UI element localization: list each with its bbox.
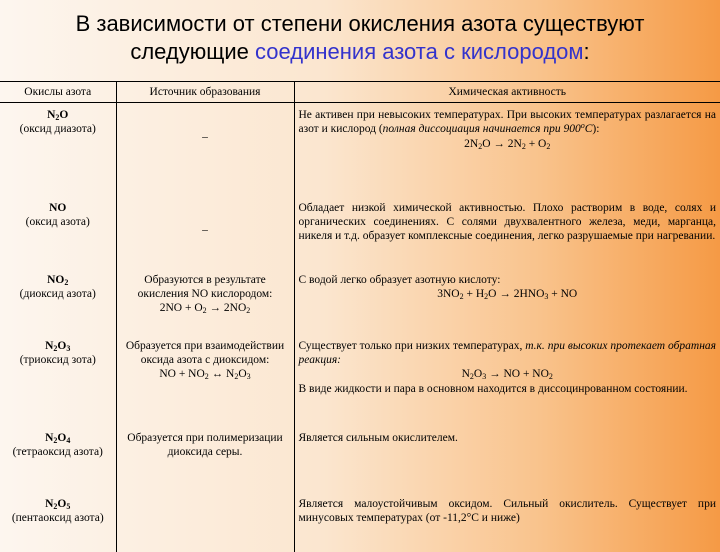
source-cell	[116, 268, 294, 334]
table-row-n2o5	[0, 492, 720, 552]
compound-formula: $N_2O_4$	[45, 431, 71, 445]
compound-cell	[0, 426, 116, 492]
compound-cell	[0, 334, 116, 426]
activity-cell	[294, 103, 720, 196]
source-cell	[116, 334, 294, 426]
compound-name: (оксид азота)	[25, 215, 90, 228]
compound-name: (диоксид азота)	[19, 287, 96, 300]
activity-cell	[294, 196, 720, 268]
compound-cell	[0, 196, 116, 268]
source-cell	[116, 196, 294, 268]
compound-formula: NO	[49, 201, 67, 214]
source-cell	[116, 492, 294, 552]
table-row-no2	[0, 268, 720, 334]
activity-text-2: В виде жидкости и пара в основном находится в диссоцинрованном состоянии.	[298, 382, 688, 395]
activity-cell	[294, 268, 720, 334]
compound-formula: $N_2O_5$	[45, 497, 71, 511]
slide-title	[0, 10, 720, 66]
reaction-equation: $N_2O_3$ → NO + $NO_2$	[461, 368, 553, 382]
activity-text: Не активен при невысоких температурах. При высоких температурах разлагается на азот и кислород (полная диссоциация начинается при $900^оС$):	[298, 109, 716, 136]
table-row-n2o	[0, 103, 720, 196]
header-activity: Химическая активность	[294, 82, 720, 103]
header-source: Источник образования	[116, 82, 294, 103]
title-line-2-prefix: следующие	[130, 39, 256, 64]
nitrogen-oxides-table	[0, 81, 720, 552]
compound-name: (оксид диазота)	[19, 123, 96, 136]
title-line-1: В зависимости от степени окисления азота существуют	[75, 11, 645, 36]
activity-cell	[294, 334, 720, 426]
source-text: Образуется при полимеризации диоксида серы.	[127, 431, 283, 458]
compound-name: (тетраоксид азота)	[12, 445, 103, 458]
table-row-no	[0, 196, 720, 268]
reaction-equation: $2N_2O \to 2N_2 + O_2$	[464, 137, 551, 151]
activity-text: Существует только при низких температурах, т.к. при высоких протекает обратная реакция:	[298, 339, 716, 366]
compound-formula: $NO_2$	[47, 273, 69, 287]
source-dash: –	[202, 223, 208, 236]
activity-cell	[294, 492, 720, 552]
source-equation: NO + $NO_2$ ↔ $N_2O_3$	[159, 368, 251, 382]
compound-name: (пентаоксид азота)	[11, 511, 104, 524]
table-row-n2o3	[0, 334, 720, 426]
compound-formula: $N_2O$	[47, 109, 69, 122]
activity-text: Является сильным окислителем.	[298, 431, 458, 444]
table-header-row	[0, 82, 720, 103]
source-text: Образуются в результате окисления NO кислородом:	[137, 273, 273, 300]
compound-name: (триоксид зота)	[19, 353, 96, 366]
activity-text: Обладает низкой химической активностью. Плохо растворим в воде, солях и органических соединениях. С солями двухвалентного железа, меди, марганца, никеля и т.д. образует комплексные соединения, легко разрушаемые при нагревании.	[298, 201, 716, 243]
source-dash: –	[202, 131, 208, 143]
compound-formula: $N_2O_3$	[45, 339, 71, 353]
activity-text: Является малоустойчивым оксидом. Сильный окислитель. Существует при минусовых температурах (от -11,2°С и ниже)	[298, 497, 716, 524]
title-line-2-suffix: :	[583, 39, 590, 64]
compound-cell	[0, 268, 116, 334]
activity-cell	[294, 426, 720, 492]
source-cell	[116, 426, 294, 492]
source-equation: $2NO + O_2 \to 2NO_2$	[159, 302, 251, 316]
compound-cell	[0, 492, 116, 552]
title-accent-text: соединения азота с кислородом	[255, 39, 584, 64]
source-text: Образуется при взаимодействии оксида азота с диоксидом:	[125, 339, 285, 366]
compound-cell	[0, 103, 116, 196]
source-cell	[116, 103, 294, 196]
title-line-2	[0, 38, 720, 66]
activity-text: С водой легко образует азотную кислоту:	[298, 273, 501, 286]
table-row-n2o4	[0, 426, 720, 492]
reaction-equation: $3NO_2 + H_2O \to 2HNO_3$ + NO	[437, 287, 578, 301]
header-oxides: Окислы азота	[0, 82, 116, 103]
